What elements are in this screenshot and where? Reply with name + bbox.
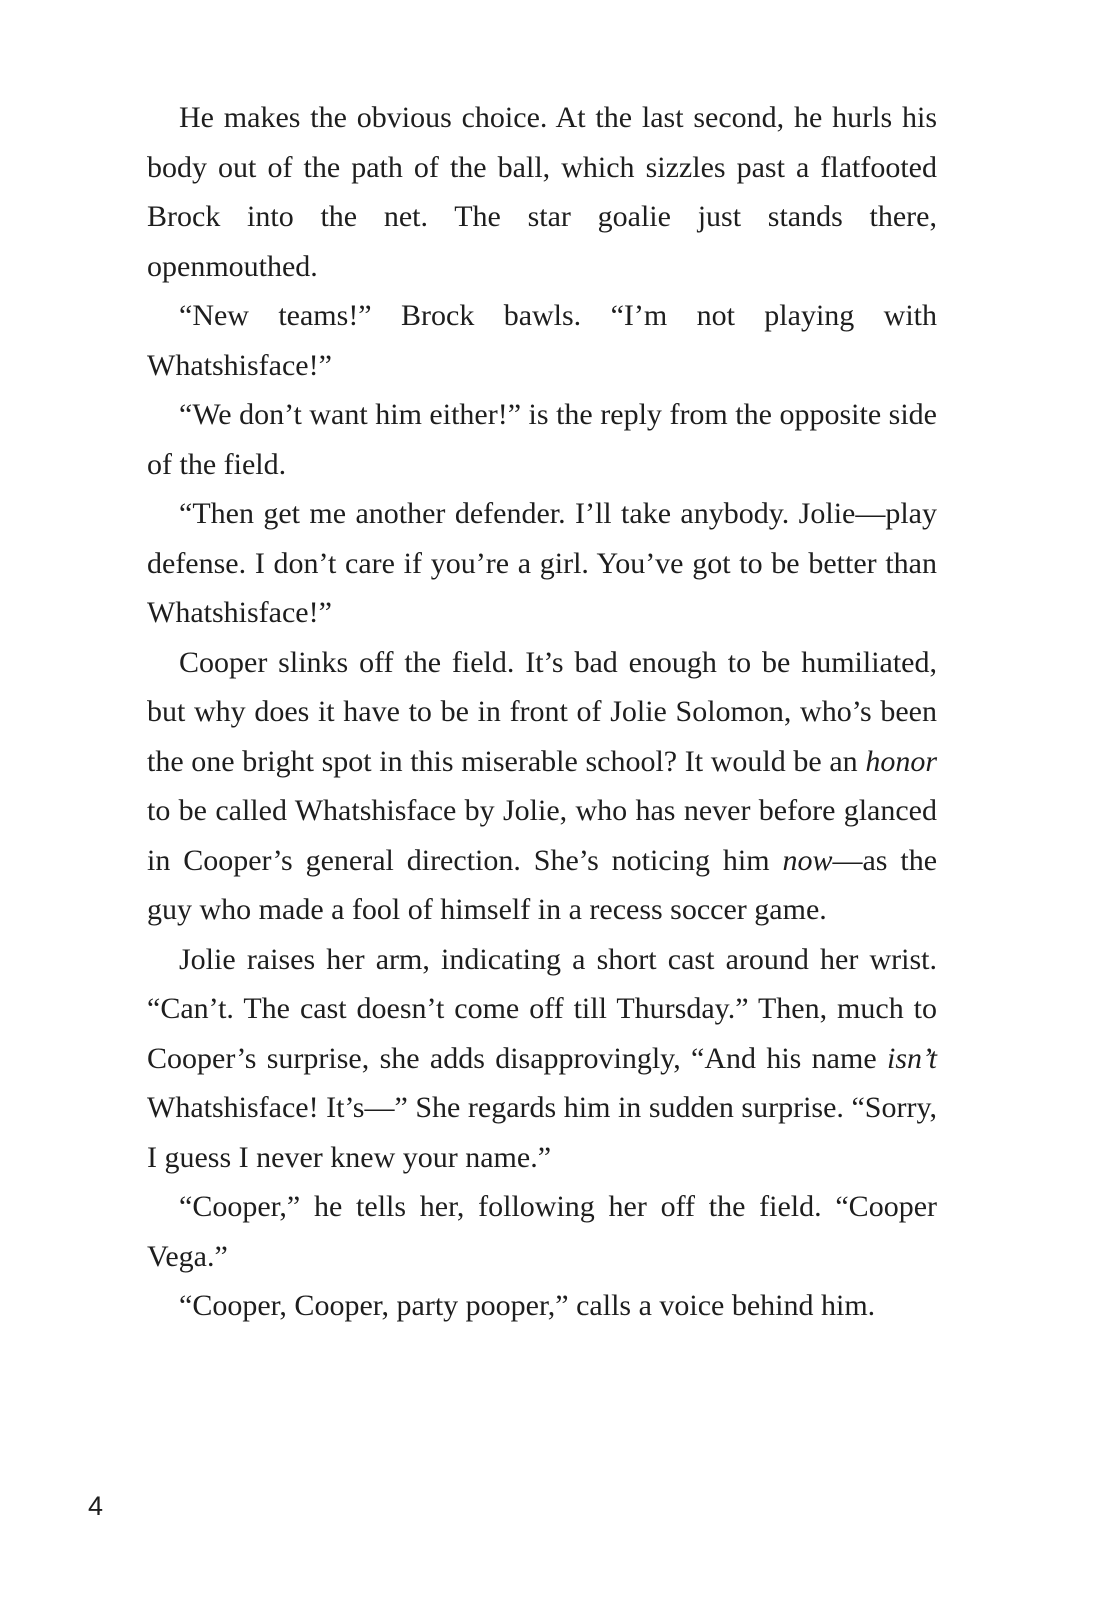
paragraph xyxy=(147,291,937,390)
text-segment: “Cooper, Cooper, party pooper,” calls a voice behind him. xyxy=(179,1289,876,1322)
italic-text: honor xyxy=(865,744,937,778)
paragraph xyxy=(147,390,937,489)
page-number: 4 xyxy=(88,1491,104,1521)
text-segment: —as the guy who made a fool of himself in a recess soccer game. xyxy=(147,843,938,926)
text-segment: He makes the obvious choice. At the last second, he hurls his body out of the path of the ball, which sizzles past a flatfooted Brock into the net. The star goalie just stands there, openmouthed. xyxy=(147,101,937,283)
text-segment: Whatshisface! It’s—” She regards him in sudden surprise. “Sorry, I guess I never knew your name.” xyxy=(147,1091,937,1174)
text-segment: “Cooper,” he tells her, following her off the field. “Cooper Vega.” xyxy=(147,1190,937,1273)
body-text xyxy=(147,93,937,1331)
text-segment: Cooper slinks off the field. It’s bad enough to be humiliated, but why does it have to be in front of Jolie Solomon, who’s been the one bright spot in this miserable school? It would be an xyxy=(147,645,937,778)
text-segment: Jolie raises her arm, indicating a short cast around her wrist. “Can’t. The cast doesn’t come off till Thursday.” Then, much to Cooper’s surprise, she adds disapprovingly, “And his name xyxy=(147,942,937,1075)
paragraph xyxy=(147,489,937,638)
paragraph xyxy=(147,1182,937,1281)
paragraph xyxy=(147,638,937,935)
text-segment: “New teams!” Brock bawls. “I’m not playing with Whatshisface!” xyxy=(147,299,937,382)
text-segment: “We don’t want him either!” is the reply from the opposite side of the field. xyxy=(147,398,937,481)
italic-text: isn’t xyxy=(886,1041,937,1075)
text-segment: “Then get me another defender. I’ll take anybody. Jolie—play defense. I don’t care if you’re a girl. You’ve got to be better than Whatshisface!” xyxy=(147,497,937,629)
italic-text: now xyxy=(782,843,833,877)
text-segment: to be called Whatshisface by Jolie, who has never before glanced in Cooper’s general direction. She’s noticing him xyxy=(147,794,937,877)
paragraph xyxy=(147,935,937,1183)
paragraph xyxy=(147,93,937,291)
paragraph xyxy=(147,1281,937,1331)
